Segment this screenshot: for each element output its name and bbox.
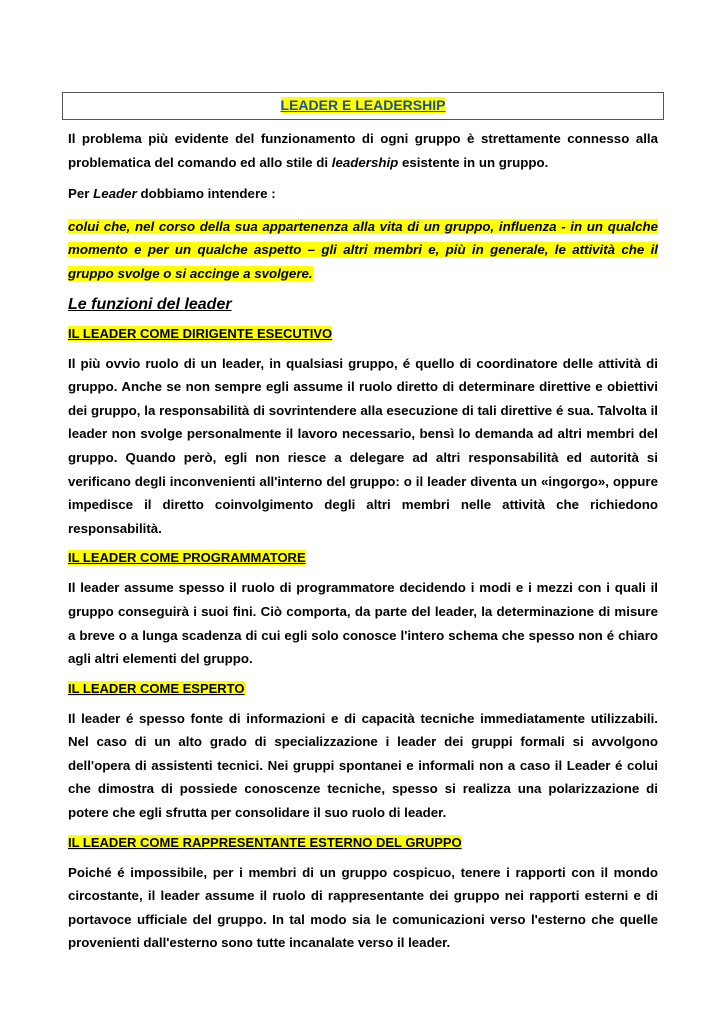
- per-paragraph: [68, 182, 658, 206]
- intro-text-end: esistente in un gruppo.: [398, 154, 549, 170]
- document-title: LEADER E LEADERSHIP: [280, 97, 446, 113]
- definition-text: colui che, nel corso della sua appartenenza alla vita di un gruppo, influenza - in un qualche momento e per un qualche aspetto – gli altri membri e, più in generale, le attività che il gruppo svolge o si accinge a svolgere.: [68, 218, 658, 281]
- intro-italic: leadership: [331, 154, 399, 170]
- intro-text: Il problema più evidente del funzionamento di ogni gruppo è strettamente connesso alla problematica del comando ed allo stile di: [68, 131, 658, 170]
- section-heading: [68, 832, 658, 854]
- section-heading: [68, 547, 658, 569]
- section-text: Il leader é spesso fonte di informazioni e di capacità tecniche immediatamente utilizzabili. Nel caso di un alto grado di specializzazione i leader dei gruppi formali si avvolgono dell'opera di assistenti tecnici. Nei gruppi spontanei e informali non a caso il Leader é colui che dimostra di possiede conoscenze tecniche, spesso si realizza una polarizzazione di potere che egli sfrutta per consolidare il suo ruolo di leader.: [68, 710, 658, 821]
- per-prefix: Per: [68, 186, 94, 202]
- heading-text: IL LEADER COME RAPPRESENTANTE ESTERNO DEL GRUPPO: [68, 834, 462, 850]
- section-text: Il leader assume spesso il ruolo di programmatore decidendo i modi e i mezzi con i quali il gruppo conseguirà i suoi fini. Ciò comporta, da parte del leader, la determinazione di misure a breve o a lunga scadenza di cui egli solo conosce l'intero schema che spesso non é chiaro agli altri elementi del gruppo.: [68, 580, 658, 667]
- section-heading: [68, 323, 658, 345]
- section-subtitle: Le funzioni del leader: [68, 295, 232, 313]
- heading-text: IL LEADER COME ESPERTO: [68, 680, 245, 696]
- heading-text: IL LEADER COME PROGRAMMATORE: [68, 550, 306, 566]
- per-suffix: dobbiamo intendere :: [136, 186, 276, 202]
- per-italic: Leader: [93, 186, 137, 202]
- section-text: Poiché é impossibile, per i membri di un gruppo cospicuo, tenere i rapporti con il mondo circostante, il leader assume il ruolo di rappresentante dei gruppo nei rapporti esterni e di portavoce ufficiale del gruppo. In tal modo sia le comunicazioni verso l'esterno che quelle provenienti dall'esterno sono tutte incanalate verso il leader.: [68, 864, 658, 951]
- section-heading: [68, 678, 658, 700]
- heading-text: IL LEADER COME DIRIGENTE ESECUTIVO: [68, 325, 333, 341]
- section-text: Il più ovvio ruolo di un leader, in qualsiasi gruppo, é quello di coordinatore delle attività di gruppo. Anche se non sempre egli assume il ruolo diretto di determinare direttive e obiettivi dei gruppo, la responsabilità di sovrintendere alla esecuzione di tali direttive é sua. Talvolta il leader non svolge personalmente il lavoro necessario, bensì lo demanda ad altri membri del gruppo. Quando però, egli non riesce a delegare ad altri responsabilità ed autorità si verificano degli inconvenienti all'interno del gruppo: o il leader diventa un «ingorgo», oppure impedisce il diretto coinvolgimento degli altri membri nelle attività che richiedono responsabilità.: [68, 355, 658, 536]
- document-page: [68, 92, 658, 957]
- title-box: [62, 92, 664, 120]
- definition-paragraph: [68, 215, 658, 286]
- intro-paragraph: [68, 127, 658, 174]
